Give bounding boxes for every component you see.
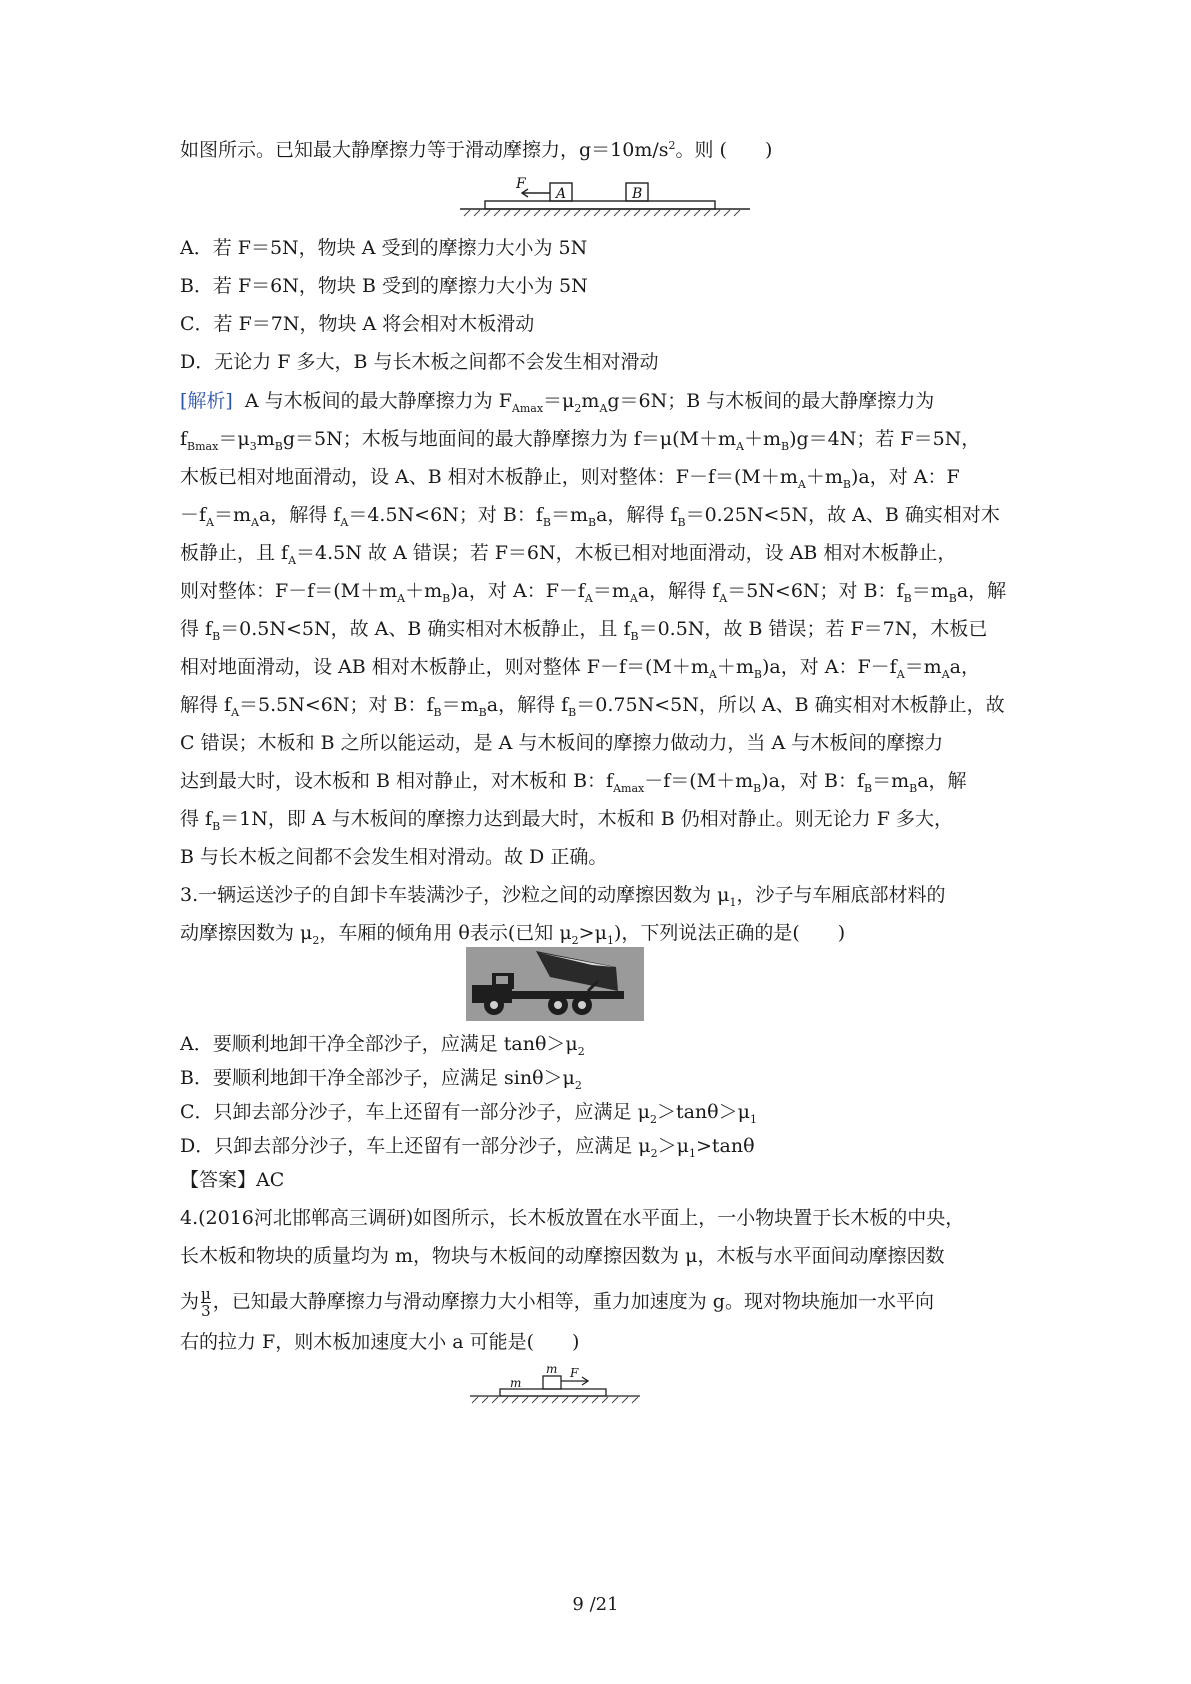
mu-over-3-fraction: $\frac{\mu}{3}$ xyxy=(201,1285,211,1320)
q2-analysis-line-2: $f_{Bmax}=\mu_3m_Bg=5N$；木板与地面间的最大静摩擦力为 $f=\mu(M+m_A+m_B)g=4N$；若 F＝5N， xyxy=(180,428,981,453)
q2-analysis-line-6: 则对整体：$F-f=(M+m_A+m_B)a$，对 A：$F-f_A=m_Aa$，解得 $f_A=5N<6N$；对 B：$f_B=m_Ba$，解 xyxy=(180,580,1007,605)
q3-option-a: A．要顺利地卸干净全部沙子，应满足 $\tan\theta>\mu_2$ xyxy=(180,1033,585,1058)
q2-option-a: A．若 F＝5N，物块 A 受到的摩擦力大小为 5N xyxy=(180,237,588,259)
q2-analysis-line-7: 得 $f_B=0.5N<5N$，故 A、B 确实相对木板静止，且 $f_B=0.5N$，故 B 错误；若 F＝7N，木板已 xyxy=(180,618,988,643)
q2-figure-block-a-label: A xyxy=(556,186,567,202)
q4-figure-block-mass-label: m xyxy=(546,1362,558,1376)
q4-figure-board-mass-label: m xyxy=(510,1376,522,1390)
q2-option-b: B．若 F＝6N，物块 B 受到的摩擦力大小为 5N xyxy=(180,275,588,297)
q2-figure-block-b-label: B xyxy=(632,186,643,202)
q2-board-figure xyxy=(460,172,750,222)
q4-stem-line-3: 为 $\frac{\mu}{3}$ ，已知最大静摩擦力与滑动摩擦力大小相等，重力加速度为 g。现对物块施加一水平向 xyxy=(180,1285,934,1320)
q2-stem-tail: 如图所示。已知最大静摩擦力等于滑动摩擦力，$g=10m/s^2$。则 ( ) xyxy=(180,139,773,161)
q2-analysis-line-8: 相对地面滑动，设 AB 相对木板静止，则对整体 $F-f=(M+m_A+m_B)a$，对 A：$F-f_A=m_Aa$， xyxy=(180,656,980,681)
q3-dump-truck-figure xyxy=(466,947,644,1021)
q2-analysis-line-9: 解得 $f_A=5.5N<6N$；对 B：$f_B=m_Ba$，解得 $f_B=0.75N<5N$，所以 A、B 确实相对木板静止，故 xyxy=(180,694,1005,719)
q2-analysis-line-4: $-f_A=m_Aa$，解得 $f_A=4.5N<6N$；对 B：$f_B=m_Ba$，解得 $f_B=0.25N<5N$，故 A、B 确实相对木 xyxy=(180,504,1000,529)
q3-option-b: B．要顺利地卸干净全部沙子，应满足 $\sin\theta>\mu_2$ xyxy=(180,1067,582,1092)
q2-option-c: C．若 F＝7N，物块 A 将会相对木板滑动 xyxy=(180,313,535,335)
page-number: 9 /21 xyxy=(572,1594,619,1615)
q2-option-d: D．无论力 F 多大，B 与长木板之间都不会发生相对滑动 xyxy=(180,351,659,373)
q2-figure-force-label: F xyxy=(516,176,526,192)
q3-answer: 【答案】AC xyxy=(180,1169,285,1191)
q2-analysis-line-5: 板静止，且 $f_A=4.5N$ 故 A 错误；若 F＝6N，木板已相对地面滑动，设 AB 相对木板静止， xyxy=(180,542,957,567)
q3-stem-line-1: 3.一辆运送沙子的自卸卡车装满沙子，沙粒之间的动摩擦因数为 $\mu_1$，沙子与车厢底部材料的 xyxy=(180,884,946,909)
q3-option-c: C．只卸去部分沙子，车上还留有一部分沙子，应满足 $\mu_2>\tan\theta>\mu_1$ xyxy=(180,1101,757,1126)
q2-analysis-line-13: B 与长木板之间都不会发生相对滑动。故 D 正确。 xyxy=(180,846,608,868)
q2-analysis-line-11: 达到最大时，设木板和 B 相对静止，对木板和 B：$f_{Amax}-f=(M+m_B)a$，对 B：$f_B=m_Ba$，解 xyxy=(180,770,967,795)
q2-analysis-line-1: [解析] A 与木板间的最大静摩擦力为 $F_{Amax}=\mu_2m_Ag=6N$；B 与木板间的最大静摩擦力为 xyxy=(180,390,935,415)
q4-stem-line-1: 4.(2016河北邯郸高三调研)如图所示，长木板放置在水平面上，一小物块置于长木板的中央， xyxy=(180,1207,965,1229)
q4-board-figure xyxy=(470,1362,640,1406)
analysis-tag: [解析] xyxy=(180,390,233,412)
q4-figure-force-label: F xyxy=(570,1366,579,1380)
q4-stem-line-4: 右的拉力 F，则木板加速度大小 a 可能是( ) xyxy=(180,1331,580,1353)
q3-stem-line-2: 动摩擦因数为 $\mu_2$，车厢的倾角用 θ表示(已知 $\mu_2>\mu_1$)，下列说法正确的是( ) xyxy=(180,922,846,947)
q2-analysis-line-12: 得 $f_B=1N$，即 A 与木板间的摩擦力达到最大时，木板和 B 仍相对静止。则无论力 F 多大， xyxy=(180,808,953,833)
q2-analysis-line-3: 木板已相对地面滑动，设 A、B 相对木板静止，则对整体：$F-f=(M+m_A+m_B)a$，对 A：F xyxy=(180,466,960,491)
q4-stem-line-2: 长木板和物块的质量均为 m，物块与木板间的动摩擦因数为 μ，木板与水平面间动摩擦因数 xyxy=(180,1245,945,1267)
q2-analysis-line-10: C 错误；木板和 B 之所以能运动，是 A 与木板间的摩擦力做动力，当 A 与木板间的摩擦力 xyxy=(180,732,944,754)
q3-option-d: D．只卸去部分沙子，车上还留有一部分沙子，应满足 $\mu_2>\mu_1>\tan\theta$ xyxy=(180,1135,755,1160)
